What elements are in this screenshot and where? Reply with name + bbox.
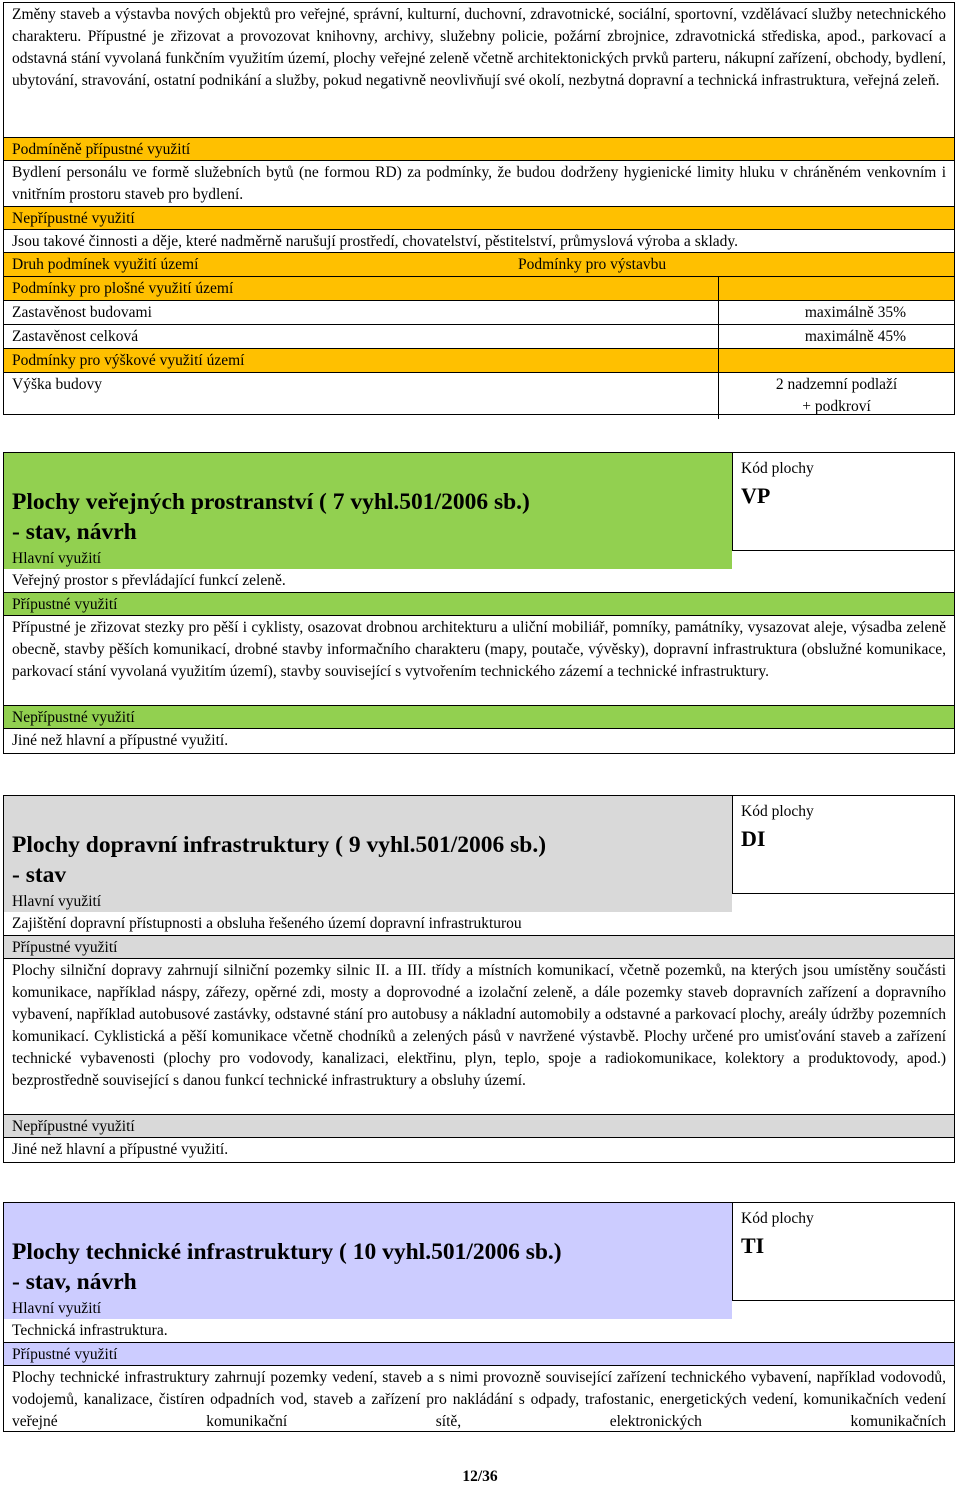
di-header xyxy=(4,796,954,894)
vp-table xyxy=(3,452,955,754)
vp-code-label: Kód plochy xyxy=(741,460,814,477)
ti-code-box xyxy=(732,1203,954,1301)
vp-forbidden-text: Jiné než hlavní a přípustné využití. xyxy=(4,728,954,750)
height-label: Podmínky pro výškové využití území xyxy=(12,352,245,369)
built-total-value: maximálně 45% xyxy=(718,325,954,348)
di-code-box xyxy=(732,796,954,894)
vp-main-text: Veřejný prostor s převládající funkcí zeleně. xyxy=(12,572,286,589)
built-buildings-row xyxy=(4,300,954,324)
ti-table xyxy=(3,1202,955,1432)
conditional-label: Podmíněně přípustné využití xyxy=(4,137,954,160)
vp-title: Plochy veřejných prostranství ( 7 vyhl.501/2006 sb.) - stav, návrh xyxy=(12,489,530,545)
cond-build-label: Podmínky pro výstavbu xyxy=(518,256,667,273)
built-total-label: Zastavěnost celková xyxy=(12,328,139,345)
vp-code: VP xyxy=(741,483,771,508)
forbidden-text: Jsou takové činnosti a děje, které nadměrně narušují prostředí, chovatelství, pěstitelství, průmyslová výroba a sklady. xyxy=(4,229,954,252)
forbidden-label: Nepřípustné využití xyxy=(4,206,954,229)
di-allowed-label: Přípustné využití xyxy=(4,935,954,958)
built-total-row xyxy=(4,324,954,348)
di-forbidden-label: Nepřípustné využití xyxy=(4,1114,954,1137)
top-table xyxy=(3,2,955,415)
area-conditions-row xyxy=(4,276,954,300)
built-buildings-label: Zastavěnost budovami xyxy=(12,304,152,321)
di-allowed-text: Plochy silniční dopravy zahrnují silniční pozemky silnic II. a III. třídy a místních komunikací, včetně pozemků, na kterých jsou umístěny součásti komunikace, například náspy, zářezy, opěrné zdi, mosty a doprovodné a izolační zeleně, a dále pozemky staveb dopravních zařízení a dopravního vybavení, například autobusové zastávky, odstavné stání pro autobusy a nákladní automobily a odstavné a parkovací plochy, areály údržby pozemních komunikací. Cyklistická a pěší komunikace včetně chodníků a zelených pásů v navržené výstavbě. Plochy určené pro umisťování staveb a zařízení technické vybavenosti (plochy pro vodovody, kanalizaci, elektřinu, plyn, teplo, spoje a radiokomunikace, kolektory a produktovody, apod.) bezprostředně související s danou funkcí technické infrastruktury a obsluhy území. xyxy=(4,958,954,1114)
area-label: Podmínky pro plošné využití území xyxy=(12,280,234,297)
intro-text: Změny staveb a výstavba nových objektů pro veřejné, správní, kulturní, duchovní, zdravotnické, sociální, sportovní, vzdělávací služby netechnického charakteru. Přípustné je zřizovat a provozovat knihovny, archivy, služebny policie, požární zbrojnice, zdravotnická střediska, apod., parkovací a odstavná stání vyvolaná funkčním využitím území, plochy veřejné zeleně včetně architektonických prvků parteru, nákupní zařízení, obchody, bydlení, ubytování, stravování, ostatní podnikání a služby, pokud negativně neovlivňují své okolí, nezbytná dopravní a technická infrastruktura, veřejná zeleň. xyxy=(12,6,946,89)
vp-code-box xyxy=(732,453,954,551)
height-value: 2 nadzemní podlaží + podkroví xyxy=(718,373,954,419)
cond-type-label: Druh podmínek využití území xyxy=(12,256,199,273)
vp-allowed-label: Přípustné využití xyxy=(4,592,954,615)
di-main-text: Zajištění dopravní přístupnosti a obsluha řešeného území dopravní infrastrukturou xyxy=(12,915,522,932)
built-buildings-value: maximálně 35% xyxy=(718,301,954,324)
page-number: 12/36 xyxy=(462,1468,498,1485)
di-code-label: Kód plochy xyxy=(741,803,814,820)
di-forbidden-text: Jiné než hlavní a přípustné využití. xyxy=(4,1137,954,1159)
ti-main-label: Hlavní využití xyxy=(4,1297,732,1319)
ti-code: TI xyxy=(741,1233,765,1258)
vp-forbidden-label: Nepřípustné využití xyxy=(4,705,954,728)
height-conditions-row xyxy=(4,348,954,372)
di-code: DI xyxy=(741,826,766,851)
conditions-header xyxy=(4,252,954,276)
vp-main-label: Hlavní využití xyxy=(4,547,732,569)
vp-allowed-text: Přípustné je zřizovat stezky pro pěší i cyklisty, osazovat drobnou architekturu a uliční mobiliář, pomníky, památníky, vysazovat aleje, výsadba zeleně obecně, stavby pěších komunikací, drobné stavby informačního charakteru (mapy, poutače, vývěsky), dopravní infrastruktura (obslužné komunikace, parkovací stání vyvolaná využitím území), stavby související s vytvořením technického zázemí a technické infrastruktury. xyxy=(4,615,954,705)
ti-header xyxy=(4,1203,954,1301)
di-table xyxy=(3,795,955,1163)
height-row xyxy=(4,372,954,419)
ti-code-label: Kód plochy xyxy=(741,1210,814,1227)
ti-main-text: Technická infrastruktura. xyxy=(12,1322,168,1339)
vp-header xyxy=(4,453,954,551)
di-main-label: Hlavní využití xyxy=(4,890,732,912)
ti-allowed-label: Přípustné využití xyxy=(4,1342,954,1365)
ti-allowed-text: Plochy technické infrastruktury zahrnují pozemky vedení, staveb a s nimi provozně související zařízení technického vybavení, například vodovodů, vodojemů, kanalizace, čistíren odpadních vod, staveb a zařízení pro nakládání s odpady, trafostanic, energetických vedení, komunikačních vedení veřejné komunikační sítě, elektronických komunikačních xyxy=(4,1365,954,1431)
di-title: Plochy dopravní infrastruktury ( 9 vyhl.501/2006 sb.) - stav xyxy=(12,832,547,888)
conditional-text: Bydlení personálu ve formě služebních bytů (ne formou RD) za podmínky, že budou dodrženy hygienické limity hluku v chráněném venkovním i vnitřním prostoru staveb pro bydlení. xyxy=(4,160,954,206)
ti-title: Plochy technické infrastruktury ( 10 vyhl.501/2006 sb.) - stav, návrh xyxy=(12,1239,562,1295)
height-name: Výška budovy xyxy=(12,376,102,393)
